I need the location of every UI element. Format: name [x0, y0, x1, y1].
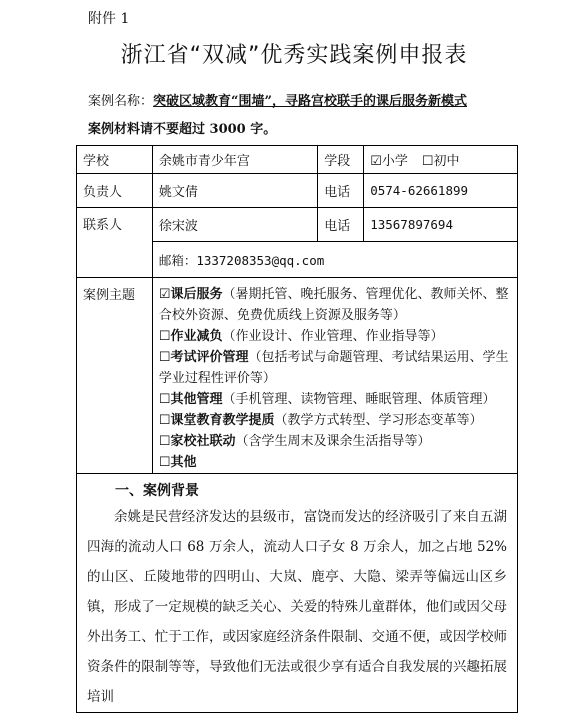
contact-phone-value: 13567897694 [364, 208, 518, 242]
background-section [77, 474, 518, 713]
contact-label: 联系人 [77, 208, 153, 278]
background-heading: 一、案例背景 [115, 483, 199, 499]
length-note: 案例材料请不要超过 3000 字。 [88, 122, 277, 137]
theme-option-classroom[interactable]: ☐课堂教育教学提质（教学方式转型、学习形态变革等） [158, 413, 483, 428]
table-row-background [77, 474, 518, 713]
theme-option-other-management[interactable]: ☐其他管理（手机管理、读物管理、睡眠管理、体质管理） [158, 392, 496, 407]
school-value: 余姚市青少年宫 [152, 146, 317, 174]
school-label: 学校 [77, 146, 153, 174]
leader-phone-value: 0574-62661899 [364, 174, 518, 208]
theme-label: 案例主题 [77, 278, 153, 474]
unchecked-box-icon: ☐ [158, 329, 171, 344]
stage-option-junior[interactable]: ☐初中 [421, 154, 460, 169]
table-row-leader [77, 174, 518, 208]
stage-options [364, 146, 518, 174]
case-name-line [88, 90, 467, 109]
unchecked-box-icon: ☐ [158, 434, 171, 449]
stage-option-primary[interactable]: ☑小学 [370, 154, 408, 169]
theme-option-homework[interactable]: ☐作业减负（作业设计、作业管理、作业指导等） [158, 329, 444, 344]
stage-label: 学段 [318, 146, 364, 174]
leader-label: 负责人 [77, 174, 153, 208]
table-row-school [77, 146, 518, 174]
email-value: 邮箱：1337208353@qq.com [152, 242, 517, 278]
case-name-value: 突破区域教育“围墙”，寻路宫校联手的课后服务新模式 [153, 94, 467, 109]
leader-value: 姚文倩 [152, 174, 317, 208]
unchecked-box-icon: ☐ [421, 154, 434, 169]
unchecked-box-icon: ☐ [158, 413, 171, 428]
theme-option-other[interactable]: ☐其他 [158, 455, 197, 470]
application-form-table [76, 145, 518, 713]
theme-option-exam[interactable]: ☐考试评价管理（包括考试与命题管理、考试结果运用、学生学业过程性评价等） [158, 350, 509, 386]
theme-option-after-school[interactable]: ☑课后服务（暑期托管、晚托服务、管理优化、教师关怀、整合校外资源、免费优质线上资源及服务等） [158, 287, 509, 323]
checked-box-icon: ☑ [158, 287, 171, 302]
contact-phone-label: 电话 [318, 208, 364, 242]
contact-value: 徐宋波 [152, 208, 317, 242]
unchecked-box-icon: ☐ [158, 392, 171, 407]
unchecked-box-icon: ☐ [158, 350, 171, 365]
page-title: 浙江省“双减”优秀实践案例申报表 [120, 43, 468, 68]
theme-list [152, 278, 517, 474]
checked-box-icon: ☑ [370, 154, 382, 169]
case-name-label: 案例名称： [88, 94, 154, 109]
background-text: 余姚是民营经济发达的县级市，富饶而发达的经济吸引了来自五湖四海的流动人口 68 万余人，流动人口子女 8 万余人，加之占地 52%的山区、丘陵地带的四明山、大岚、鹿亭、大隐、梁弄等偏远山区乡镇，形成了一定规模的缺乏关心、关爱的特殊儿童群体，他们或因父母外出务工、忙于工作，或因家庭经济条件限制、交通不便，或因学校师资条件的限制等等，导致他们无法或很少享有适合自我发展的兴趣拓展培训 [87, 509, 507, 705]
leader-phone-label: 电话 [318, 174, 364, 208]
table-row-contact [77, 208, 518, 242]
attachment-label: 附件 1 [88, 11, 130, 27]
theme-option-home-school[interactable]: ☐家校社联动（含学生周末及课余生活指导等） [158, 434, 431, 449]
unchecked-box-icon: ☐ [158, 455, 171, 470]
table-row-theme [77, 278, 518, 474]
